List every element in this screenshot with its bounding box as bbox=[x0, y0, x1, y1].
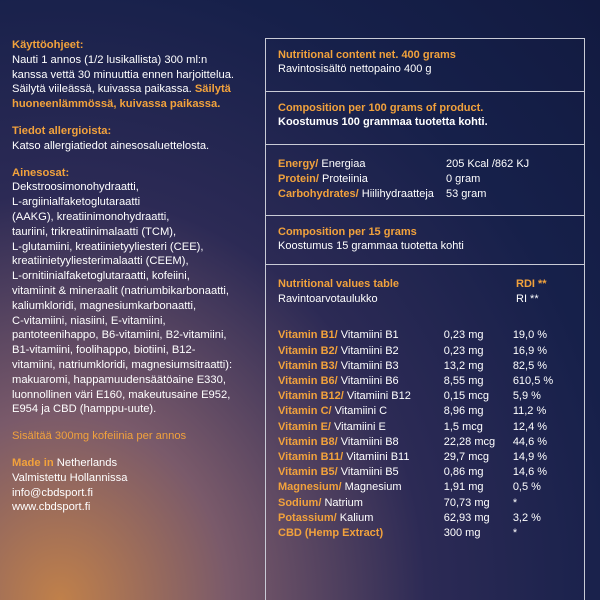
nutrient-rdi: * bbox=[512, 496, 518, 509]
website-link[interactable]: www.cbdsport.fi bbox=[12, 501, 91, 514]
table-sub: Ravintoarvotaulukko bbox=[278, 293, 378, 306]
ingredients-line: tauriini, trikreatiinimalaatti (TCM), bbox=[12, 225, 177, 238]
ingredients-line: luonnollinen väri E160, makeutusaine E952, bbox=[12, 388, 231, 401]
table-row bbox=[278, 450, 572, 465]
nutrient-label: Vitamin E/ bbox=[278, 420, 331, 433]
table-row bbox=[278, 420, 572, 435]
ingredients-line: (AAKG), kreatiinimonohydraatti, bbox=[12, 210, 170, 223]
table-row bbox=[278, 344, 572, 359]
nutrient-label: Vitamin B6/ bbox=[278, 375, 338, 388]
usage-highlight: huoneenlämmössä, kuivassa paikassa. bbox=[12, 98, 221, 111]
energy-label: Carbohydrates/ bbox=[278, 188, 359, 201]
nutrient-amount: 8,96 mg bbox=[443, 405, 484, 418]
table-row bbox=[278, 389, 572, 404]
allergy-section bbox=[12, 124, 264, 154]
nutrient-label: Vitamin B2/ bbox=[278, 344, 338, 357]
nutrient-rdi: * bbox=[512, 527, 518, 540]
table-row bbox=[278, 435, 572, 450]
usage-section bbox=[12, 38, 264, 112]
table-subheader bbox=[278, 292, 572, 307]
nutrient-amount: 0,86 mg bbox=[443, 466, 484, 479]
nutrient-amount: 70,73 mg bbox=[443, 496, 490, 509]
comp100-sub: Koostumus 100 grammaa tuotetta kohti. bbox=[278, 116, 488, 128]
ingredients-line: vitamiini, natriumkloridi, magnesiumsitraatti): bbox=[12, 358, 233, 371]
nutrient-amount: 1,5 mcg bbox=[443, 420, 483, 433]
energy-label: Energy/ bbox=[278, 158, 319, 170]
energy-row bbox=[278, 187, 572, 202]
nutrient-amount: 29,7 mcg bbox=[443, 451, 489, 464]
usage-line: kanssa vettä 30 minuuttia ennen harjoittelua. bbox=[12, 68, 235, 81]
ingredients-title: Ainesosat: bbox=[12, 166, 70, 179]
net-content-box bbox=[266, 39, 584, 92]
table-row bbox=[278, 480, 572, 495]
caffeine-note: Sisältää 300mg kofeiinia per annos bbox=[12, 430, 187, 443]
energy-value: 0 gram bbox=[446, 173, 481, 186]
nutrient-label: Vitamin B11/ bbox=[278, 451, 344, 464]
table-row bbox=[278, 496, 572, 511]
contact-section bbox=[12, 456, 264, 515]
net-title: Nutritional content net. 400 grams bbox=[278, 49, 456, 61]
nutrient-rdi: 14,6 % bbox=[512, 466, 548, 479]
table-row bbox=[278, 465, 572, 480]
nutrient-amount: 0,23 mg bbox=[443, 344, 484, 357]
email-link[interactable]: info@cbdsport.fi bbox=[12, 486, 94, 499]
nutrient-rdi: 19,0 % bbox=[512, 329, 548, 342]
energy-row bbox=[278, 172, 572, 187]
table-row bbox=[278, 374, 572, 389]
nutrient-fi: Vitamiini B12 bbox=[343, 390, 411, 403]
nutrient-rdi: 14,9 % bbox=[512, 451, 548, 464]
table-row bbox=[278, 511, 572, 526]
nutrient-label: Vitamin C/ bbox=[278, 405, 332, 418]
ingredients-line: C-vitamiini, niasiini, E-vitamiini, bbox=[12, 314, 166, 327]
nutrient-amount: 300 mg bbox=[443, 527, 481, 540]
allergy-title: Tiedot allergioista: bbox=[12, 124, 112, 137]
nutrient-label: Vitamin B5/ bbox=[278, 466, 338, 479]
comp100-box bbox=[266, 92, 584, 145]
energy-box bbox=[266, 145, 584, 216]
ingredients-section bbox=[12, 166, 264, 418]
made-in-fi: Valmistettu Hollannissa bbox=[12, 471, 128, 484]
energy-fi: Hiilihydraatteja bbox=[358, 188, 434, 201]
table-header bbox=[278, 277, 572, 292]
nutrient-label: Vitamin B1/ bbox=[278, 329, 338, 342]
left-column bbox=[12, 38, 264, 515]
energy-label: Protein/ bbox=[278, 173, 319, 186]
comp15-sub: Koostumus 15 grammaa tuotetta kohti bbox=[278, 240, 464, 252]
nutrient-label: Potassium/ bbox=[278, 511, 337, 524]
ingredients-line: L-glutamiini, kreatiinietyyliesteri (CEE), bbox=[12, 240, 204, 253]
ingredients-line: Dekstroosimonohydraatti, bbox=[12, 181, 139, 194]
nutrient-label: Vitamin B8/ bbox=[278, 435, 338, 448]
usage-title: Käyttöohjeet: bbox=[12, 39, 84, 51]
table-row bbox=[278, 359, 572, 374]
usage-line: Säilytä viileässä, kuivassa paikassa. bbox=[12, 83, 192, 96]
nutrient-amount: 8,55 mg bbox=[443, 375, 484, 388]
nutrient-fi: Vitamiini B8 bbox=[337, 435, 399, 448]
ingredients-line: kreatiinietyyliesterimalaatti (CEEM), bbox=[12, 255, 189, 268]
energy-fi: Energiaa bbox=[318, 158, 366, 170]
nutrient-rdi: 610,5 % bbox=[512, 375, 554, 388]
comp15-title: Composition per 15 grams bbox=[278, 226, 417, 238]
nutrient-fi: Magnesium bbox=[341, 481, 402, 494]
nutrient-label: Vitamin B12/ bbox=[278, 390, 344, 403]
allergy-text: Katso allergiatiedot ainesosaluettelosta. bbox=[12, 139, 210, 152]
nutrient-fi: Kalium bbox=[336, 511, 374, 524]
nutrient-fi: Natrium bbox=[321, 496, 363, 509]
nutrient-rdi: 82,5 % bbox=[512, 359, 548, 372]
nutrient-amount: 62,93 mg bbox=[443, 511, 490, 524]
nutrient-fi: Vitamiini B6 bbox=[337, 375, 399, 388]
energy-fi: Proteiinia bbox=[318, 173, 368, 186]
nutrient-fi: Vitamiini B2 bbox=[337, 344, 399, 357]
table-title: Nutritional values table bbox=[278, 278, 400, 290]
nutrient-fi: Vitamiini C bbox=[331, 405, 388, 418]
ingredients-line: L-argiinialfaketoglutaraatti bbox=[12, 196, 141, 209]
nutrient-rdi: 44,6 % bbox=[512, 435, 548, 448]
nutrient-amount: 0,15 mcg bbox=[443, 390, 489, 403]
nutrient-fi: Vitamiini B11 bbox=[343, 451, 410, 464]
made-in-value: Netherlands bbox=[56, 456, 118, 469]
table-row bbox=[278, 328, 572, 343]
energy-value: 205 Kcal /862 KJ bbox=[446, 158, 530, 170]
nutrient-rdi: 3,2 % bbox=[512, 511, 541, 524]
nutrient-amount: 22,28 mcg bbox=[443, 435, 496, 448]
ingredients-line: pantoteenihappo, B6-vitamiini, B2-vitamiini, bbox=[12, 329, 227, 342]
comp15-box bbox=[266, 216, 584, 265]
table-ri: RI ** bbox=[516, 293, 539, 306]
ingredients-line: vitamiinit & mineraalit (natriumbikarbonaatti, bbox=[12, 284, 229, 297]
nutrient-rdi: 5,9 % bbox=[512, 390, 541, 403]
table-row bbox=[278, 404, 572, 419]
nutrient-fi: Vitamiini E bbox=[330, 420, 386, 433]
nutrient-fi: Vitamiini B3 bbox=[337, 359, 399, 372]
nutrient-rdi: 16,9 % bbox=[512, 344, 548, 357]
ingredients-line: makuaromi, happamuudensäätöaine E330, bbox=[12, 373, 226, 386]
energy-value: 53 gram bbox=[446, 188, 487, 201]
nutrient-rdi: 0,5 % bbox=[512, 481, 541, 494]
nutrient-amount: 1,91 mg bbox=[443, 481, 484, 494]
nutrient-amount: 13,2 mg bbox=[443, 359, 484, 372]
nutrient-amount: 0,23 mg bbox=[443, 329, 484, 342]
energy-row bbox=[278, 157, 572, 172]
usage-line: Nauti 1 annos (1/2 lusikallista) 300 ml:n bbox=[12, 53, 208, 66]
ingredients-line: L-ornitiinialfaketoglutaraatti, kofeiini, bbox=[12, 270, 190, 283]
nutrient-fi: Vitamiini B5 bbox=[337, 466, 399, 479]
table-rdi: RDI ** bbox=[516, 278, 547, 290]
net-sub: Ravintosisältö nettopaino 400 g bbox=[278, 63, 432, 75]
ingredients-line: B1-vitamiini, foolihappo, biotiini, B12- bbox=[12, 344, 196, 357]
table-row bbox=[278, 526, 572, 541]
nutrient-rows bbox=[278, 328, 572, 541]
usage-highlight: Säilytä bbox=[194, 83, 231, 96]
comp100-title: Composition per 100 grams of product. bbox=[278, 102, 484, 114]
ingredients-line: E954 ja CBD (hamppu-uute). bbox=[12, 403, 157, 416]
nutrient-label: CBD (Hemp Extract) bbox=[278, 527, 384, 540]
nutrient-rdi: 11,2 % bbox=[512, 405, 547, 418]
nutrition-panel bbox=[265, 38, 585, 600]
nutrient-label: Sodium/ bbox=[278, 496, 322, 509]
made-in-label: Made in bbox=[12, 456, 54, 469]
ingredients-line: kaliumkloridi, magnesiumkarbonaatti, bbox=[12, 299, 197, 312]
nutrient-label: Vitamin B3/ bbox=[278, 359, 338, 372]
nutrient-rdi: 12,4 % bbox=[512, 420, 548, 433]
nutrient-label: Magnesium/ bbox=[278, 481, 342, 494]
nutrient-fi: Vitamiini B1 bbox=[337, 329, 399, 342]
values-table bbox=[266, 265, 584, 541]
